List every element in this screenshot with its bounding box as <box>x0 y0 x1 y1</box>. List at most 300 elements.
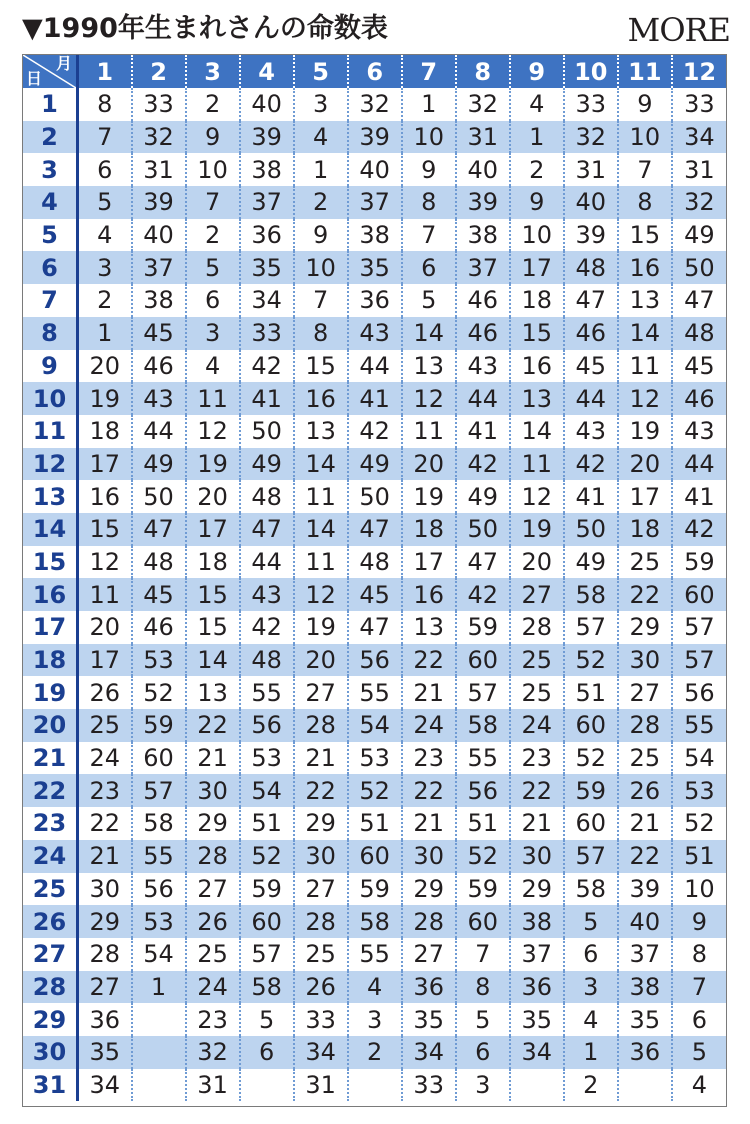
destiny-number-cell: 56 <box>348 644 402 677</box>
destiny-number-cell: 12 <box>78 546 132 579</box>
destiny-number-cell: 53 <box>348 742 402 775</box>
destiny-number-cell: 24 <box>78 742 132 775</box>
table-row <box>23 121 726 154</box>
table-row <box>23 317 726 350</box>
destiny-number-cell: 20 <box>78 350 132 383</box>
destiny-number-cell: 46 <box>672 382 726 415</box>
day-label: 28 <box>23 971 78 1004</box>
destiny-number-cell: 24 <box>186 971 240 1004</box>
table-row <box>23 480 726 513</box>
destiny-number-cell: 30 <box>294 840 348 873</box>
destiny-number-cell: 18 <box>618 513 672 546</box>
destiny-number-cell: 28 <box>294 905 348 938</box>
destiny-number-cell: 31 <box>456 121 510 154</box>
destiny-number-cell: 21 <box>402 676 456 709</box>
day-label: 12 <box>23 448 78 481</box>
destiny-number-cell: 11 <box>510 448 564 481</box>
table-row <box>23 644 726 677</box>
destiny-number-cell: 24 <box>402 709 456 742</box>
destiny-number-cell <box>510 1069 564 1102</box>
destiny-number-cell: 22 <box>402 644 456 677</box>
table-row <box>23 415 726 448</box>
destiny-number-cell: 52 <box>564 644 618 677</box>
destiny-number-cell: 56 <box>132 873 186 906</box>
destiny-number-cell: 14 <box>294 513 348 546</box>
destiny-number-cell: 5 <box>402 284 456 317</box>
destiny-number-cell: 39 <box>132 186 186 219</box>
destiny-number-cell: 53 <box>132 905 186 938</box>
destiny-number-cell <box>348 1069 402 1102</box>
table-row <box>23 1003 726 1036</box>
destiny-number-cell: 39 <box>618 873 672 906</box>
destiny-number-cell: 46 <box>132 350 186 383</box>
destiny-number-cell: 8 <box>672 938 726 971</box>
destiny-number-cell: 40 <box>348 153 402 186</box>
destiny-number-cell: 52 <box>240 840 294 873</box>
destiny-number-cell: 20 <box>618 448 672 481</box>
destiny-number-cell: 26 <box>294 971 348 1004</box>
day-label: 3 <box>23 153 78 186</box>
destiny-number-cell: 49 <box>348 448 402 481</box>
destiny-number-cell: 31 <box>672 153 726 186</box>
destiny-number-cell: 9 <box>510 186 564 219</box>
destiny-number-cell: 38 <box>510 905 564 938</box>
destiny-number-cell: 47 <box>564 284 618 317</box>
destiny-number-cell: 4 <box>186 350 240 383</box>
page-header <box>0 0 750 52</box>
month-header-12: 12 <box>672 55 726 88</box>
month-header-10: 10 <box>564 55 618 88</box>
destiny-number-cell: 15 <box>618 219 672 252</box>
destiny-number-table <box>22 54 727 1107</box>
destiny-number-cell: 4 <box>564 1003 618 1036</box>
destiny-number-cell: 21 <box>510 807 564 840</box>
destiny-number-cell: 3 <box>78 251 132 284</box>
destiny-number-cell: 57 <box>240 938 294 971</box>
destiny-number-cell: 27 <box>402 938 456 971</box>
month-header-8: 8 <box>456 55 510 88</box>
table-row <box>23 774 726 807</box>
destiny-number-cell: 43 <box>240 578 294 611</box>
destiny-number-cell: 24 <box>510 709 564 742</box>
destiny-number-cell: 45 <box>564 350 618 383</box>
destiny-number-cell: 51 <box>348 807 402 840</box>
destiny-number-cell: 3 <box>294 88 348 121</box>
destiny-number-cell: 55 <box>672 709 726 742</box>
destiny-number-cell: 17 <box>402 546 456 579</box>
destiny-number-cell: 60 <box>564 807 618 840</box>
destiny-number-cell: 2 <box>294 186 348 219</box>
destiny-number-cell: 30 <box>510 840 564 873</box>
day-label: 11 <box>23 415 78 448</box>
destiny-number-cell: 29 <box>78 905 132 938</box>
destiny-number-cell: 7 <box>78 121 132 154</box>
destiny-number-cell: 22 <box>402 774 456 807</box>
destiny-number-cell: 4 <box>672 1069 726 1102</box>
destiny-number-cell: 40 <box>618 905 672 938</box>
day-label: 29 <box>23 1003 78 1036</box>
destiny-number-cell: 45 <box>348 578 402 611</box>
destiny-number-cell: 16 <box>510 350 564 383</box>
destiny-number-cell: 8 <box>618 186 672 219</box>
destiny-number-cell: 6 <box>672 1003 726 1036</box>
destiny-number-cell: 47 <box>672 284 726 317</box>
destiny-number-cell: 17 <box>618 480 672 513</box>
destiny-number-cell: 1 <box>294 153 348 186</box>
destiny-number-cell: 26 <box>186 905 240 938</box>
table-row <box>23 284 726 317</box>
destiny-number-cell: 48 <box>240 644 294 677</box>
destiny-number-cell: 38 <box>132 284 186 317</box>
destiny-number-cell: 2 <box>186 219 240 252</box>
destiny-number-cell: 22 <box>186 709 240 742</box>
day-label: 15 <box>23 546 78 579</box>
destiny-number-cell: 37 <box>132 251 186 284</box>
destiny-number-cell: 36 <box>402 971 456 1004</box>
destiny-number-cell: 25 <box>78 709 132 742</box>
destiny-number-cell: 6 <box>186 284 240 317</box>
destiny-number-cell: 13 <box>402 611 456 644</box>
table-row <box>23 709 726 742</box>
destiny-number-cell: 10 <box>672 873 726 906</box>
destiny-number-cell: 6 <box>78 153 132 186</box>
destiny-number-cell: 41 <box>672 480 726 513</box>
destiny-number-cell: 6 <box>564 938 618 971</box>
month-header-11: 11 <box>618 55 672 88</box>
destiny-number-cell: 34 <box>294 1036 348 1069</box>
destiny-number-cell: 53 <box>240 742 294 775</box>
month-header-2: 2 <box>132 55 186 88</box>
day-label: 18 <box>23 644 78 677</box>
destiny-number-cell: 46 <box>456 317 510 350</box>
destiny-number-cell: 20 <box>294 644 348 677</box>
destiny-number-cell: 48 <box>564 251 618 284</box>
corner-cell <box>23 55 78 88</box>
destiny-number-cell <box>132 1069 186 1102</box>
destiny-number-cell: 34 <box>402 1036 456 1069</box>
destiny-number-cell: 18 <box>186 546 240 579</box>
destiny-number-cell: 22 <box>294 774 348 807</box>
destiny-number-cell: 12 <box>402 382 456 415</box>
destiny-number-cell: 37 <box>456 251 510 284</box>
day-label: 13 <box>23 480 78 513</box>
destiny-number-cell: 16 <box>618 251 672 284</box>
table-row <box>23 382 726 415</box>
destiny-number-cell: 7 <box>186 186 240 219</box>
destiny-number-cell: 40 <box>132 219 186 252</box>
destiny-number-cell: 14 <box>186 644 240 677</box>
destiny-number-cell: 19 <box>402 480 456 513</box>
destiny-number-cell: 25 <box>294 938 348 971</box>
destiny-number-cell: 31 <box>294 1069 348 1102</box>
destiny-number-cell: 50 <box>132 480 186 513</box>
destiny-number-cell: 28 <box>78 938 132 971</box>
day-label: 14 <box>23 513 78 546</box>
destiny-number-cell: 36 <box>618 1036 672 1069</box>
destiny-number-cell: 40 <box>564 186 618 219</box>
destiny-number-cell: 19 <box>78 382 132 415</box>
destiny-number-cell: 50 <box>456 513 510 546</box>
day-label: 8 <box>23 317 78 350</box>
destiny-number-cell: 39 <box>240 121 294 154</box>
day-label: 2 <box>23 121 78 154</box>
destiny-number-cell: 21 <box>186 742 240 775</box>
destiny-number-cell: 34 <box>78 1069 132 1102</box>
destiny-number-cell: 33 <box>294 1003 348 1036</box>
destiny-number-cell: 28 <box>186 840 240 873</box>
destiny-number-cell: 1 <box>78 317 132 350</box>
destiny-number-cell: 6 <box>402 251 456 284</box>
destiny-number-cell: 59 <box>672 546 726 579</box>
destiny-number-cell: 9 <box>618 88 672 121</box>
destiny-number-cell: 18 <box>78 415 132 448</box>
destiny-number-cell: 5 <box>456 1003 510 1036</box>
destiny-number-cell: 58 <box>348 905 402 938</box>
destiny-number-cell: 23 <box>186 1003 240 1036</box>
destiny-number-cell: 57 <box>456 676 510 709</box>
destiny-number-cell: 30 <box>186 774 240 807</box>
destiny-number-cell: 42 <box>456 578 510 611</box>
table-row <box>23 513 726 546</box>
destiny-number-cell <box>132 1003 186 1036</box>
month-header-5: 5 <box>294 55 348 88</box>
destiny-number-cell: 5 <box>672 1036 726 1069</box>
destiny-number-cell: 36 <box>510 971 564 1004</box>
destiny-number-cell: 33 <box>672 88 726 121</box>
destiny-number-cell: 54 <box>240 774 294 807</box>
destiny-number-cell: 14 <box>402 317 456 350</box>
destiny-number-cell: 37 <box>348 186 402 219</box>
destiny-number-cell: 25 <box>186 938 240 971</box>
destiny-number-cell: 3 <box>456 1069 510 1102</box>
destiny-number-cell: 1 <box>132 971 186 1004</box>
destiny-number-cell: 9 <box>186 121 240 154</box>
destiny-number-cell: 14 <box>294 448 348 481</box>
destiny-number-cell: 58 <box>564 873 618 906</box>
destiny-number-cell: 52 <box>672 807 726 840</box>
destiny-number-cell: 23 <box>510 742 564 775</box>
day-label: 6 <box>23 251 78 284</box>
destiny-number-cell: 9 <box>402 153 456 186</box>
destiny-number-cell: 21 <box>402 807 456 840</box>
destiny-number-cell: 27 <box>618 676 672 709</box>
destiny-number-cell: 56 <box>240 709 294 742</box>
table-row <box>23 186 726 219</box>
destiny-number-cell: 60 <box>456 644 510 677</box>
destiny-number-cell: 13 <box>618 284 672 317</box>
destiny-number-cell: 11 <box>294 546 348 579</box>
month-header-1: 1 <box>78 55 132 88</box>
destiny-number-cell: 21 <box>294 742 348 775</box>
month-header-3: 3 <box>186 55 240 88</box>
destiny-number-cell: 17 <box>186 513 240 546</box>
day-label: 30 <box>23 1036 78 1069</box>
destiny-number-cell: 52 <box>456 840 510 873</box>
destiny-number-cell: 13 <box>294 415 348 448</box>
destiny-number-cell: 38 <box>618 971 672 1004</box>
destiny-number-cell: 17 <box>78 644 132 677</box>
destiny-number-cell: 22 <box>78 807 132 840</box>
destiny-number-cell: 35 <box>618 1003 672 1036</box>
destiny-number-cell: 38 <box>456 219 510 252</box>
corner-day-label: 日 <box>26 69 43 88</box>
day-label: 7 <box>23 284 78 317</box>
destiny-number-cell: 10 <box>618 121 672 154</box>
destiny-number-cell: 42 <box>564 448 618 481</box>
destiny-number-cell: 32 <box>456 88 510 121</box>
destiny-number-cell: 22 <box>618 578 672 611</box>
destiny-number-cell: 19 <box>294 611 348 644</box>
destiny-number-cell: 48 <box>348 546 402 579</box>
destiny-number-cell: 15 <box>510 317 564 350</box>
destiny-number-cell: 42 <box>348 415 402 448</box>
destiny-number-cell: 43 <box>672 415 726 448</box>
destiny-number-cell: 60 <box>240 905 294 938</box>
destiny-number-cell: 33 <box>240 317 294 350</box>
destiny-number-cell: 43 <box>456 350 510 383</box>
destiny-number-cell: 8 <box>402 186 456 219</box>
destiny-number-cell: 12 <box>186 415 240 448</box>
destiny-number-cell: 29 <box>510 873 564 906</box>
table-row <box>23 873 726 906</box>
destiny-number-cell: 57 <box>564 840 618 873</box>
destiny-number-cell: 15 <box>294 350 348 383</box>
destiny-number-cell: 21 <box>78 840 132 873</box>
destiny-number-cell: 8 <box>78 88 132 121</box>
destiny-number-cell: 39 <box>348 121 402 154</box>
destiny-number-cell: 5 <box>78 186 132 219</box>
destiny-number-cell: 20 <box>186 480 240 513</box>
destiny-number-cell: 32 <box>564 121 618 154</box>
destiny-number-cell: 36 <box>348 284 402 317</box>
destiny-number-cell: 7 <box>456 938 510 971</box>
destiny-number-cell: 49 <box>132 448 186 481</box>
destiny-number-cell: 16 <box>402 578 456 611</box>
month-header-7: 7 <box>402 55 456 88</box>
destiny-number-cell: 46 <box>564 317 618 350</box>
destiny-number-cell: 35 <box>348 251 402 284</box>
destiny-number-cell: 28 <box>618 709 672 742</box>
destiny-number-cell: 38 <box>240 153 294 186</box>
day-label: 22 <box>23 774 78 807</box>
destiny-number-cell: 8 <box>294 317 348 350</box>
day-label: 16 <box>23 578 78 611</box>
destiny-number-cell: 56 <box>672 676 726 709</box>
destiny-number-cell: 26 <box>618 774 672 807</box>
destiny-number-cell: 32 <box>672 186 726 219</box>
destiny-number-cell: 42 <box>240 350 294 383</box>
destiny-number-cell: 18 <box>402 513 456 546</box>
table-row <box>23 611 726 644</box>
destiny-number-cell: 29 <box>186 807 240 840</box>
destiny-number-cell: 29 <box>402 873 456 906</box>
destiny-number-cell: 57 <box>672 611 726 644</box>
more-logo: MORE <box>627 11 730 49</box>
table-row <box>23 1069 726 1102</box>
destiny-number-cell: 11 <box>618 350 672 383</box>
table-row <box>23 219 726 252</box>
destiny-number-cell: 59 <box>456 611 510 644</box>
destiny-number-cell: 42 <box>240 611 294 644</box>
destiny-number-cell: 33 <box>132 88 186 121</box>
destiny-number-cell: 4 <box>348 971 402 1004</box>
destiny-number-cell: 11 <box>402 415 456 448</box>
destiny-number-cell: 41 <box>240 382 294 415</box>
destiny-number-cell: 30 <box>402 840 456 873</box>
day-label: 26 <box>23 905 78 938</box>
destiny-number-cell: 43 <box>564 415 618 448</box>
destiny-number-cell: 57 <box>132 774 186 807</box>
destiny-number-cell: 2 <box>186 88 240 121</box>
destiny-number-cell: 28 <box>402 905 456 938</box>
destiny-number-cell: 26 <box>78 676 132 709</box>
destiny-number-cell: 19 <box>186 448 240 481</box>
destiny-number-cell: 7 <box>402 219 456 252</box>
destiny-number-cell: 3 <box>186 317 240 350</box>
destiny-number-cell: 60 <box>672 578 726 611</box>
destiny-number-cell: 11 <box>186 382 240 415</box>
table <box>23 55 726 1101</box>
destiny-number-cell: 19 <box>618 415 672 448</box>
destiny-number-cell: 48 <box>672 317 726 350</box>
destiny-number-cell: 44 <box>348 350 402 383</box>
destiny-number-cell: 52 <box>132 676 186 709</box>
destiny-number-cell: 47 <box>132 513 186 546</box>
destiny-number-cell: 55 <box>456 742 510 775</box>
destiny-number-cell: 14 <box>618 317 672 350</box>
destiny-number-cell: 4 <box>510 88 564 121</box>
destiny-number-cell: 27 <box>186 873 240 906</box>
destiny-number-cell: 41 <box>564 480 618 513</box>
destiny-number-cell: 27 <box>294 873 348 906</box>
destiny-number-cell: 51 <box>672 840 726 873</box>
destiny-number-cell: 55 <box>348 938 402 971</box>
destiny-number-cell: 42 <box>672 513 726 546</box>
destiny-number-cell: 47 <box>456 546 510 579</box>
destiny-number-cell: 12 <box>294 578 348 611</box>
destiny-number-cell: 16 <box>78 480 132 513</box>
destiny-number-cell: 22 <box>618 840 672 873</box>
destiny-number-cell: 48 <box>132 546 186 579</box>
destiny-number-cell: 11 <box>78 578 132 611</box>
destiny-number-cell: 47 <box>348 611 402 644</box>
destiny-number-cell: 57 <box>564 611 618 644</box>
destiny-number-cell: 16 <box>294 382 348 415</box>
day-label: 4 <box>23 186 78 219</box>
day-label: 23 <box>23 807 78 840</box>
destiny-number-cell: 60 <box>132 742 186 775</box>
destiny-number-cell: 28 <box>510 611 564 644</box>
destiny-number-cell: 31 <box>564 153 618 186</box>
destiny-number-cell: 32 <box>186 1036 240 1069</box>
destiny-number-cell: 55 <box>348 676 402 709</box>
destiny-number-cell: 37 <box>240 186 294 219</box>
month-header-9: 9 <box>510 55 564 88</box>
destiny-number-cell: 45 <box>132 578 186 611</box>
month-header-4: 4 <box>240 55 294 88</box>
destiny-number-cell: 60 <box>348 840 402 873</box>
destiny-number-cell: 50 <box>672 251 726 284</box>
destiny-number-cell: 10 <box>510 219 564 252</box>
destiny-number-cell: 58 <box>132 807 186 840</box>
table-row <box>23 938 726 971</box>
table-row <box>23 578 726 611</box>
destiny-number-cell: 27 <box>78 971 132 1004</box>
destiny-number-cell: 30 <box>78 873 132 906</box>
destiny-number-cell: 38 <box>348 219 402 252</box>
page-title: ▼1990年生まれさんの命数表 <box>22 13 388 44</box>
destiny-number-cell: 7 <box>294 284 348 317</box>
